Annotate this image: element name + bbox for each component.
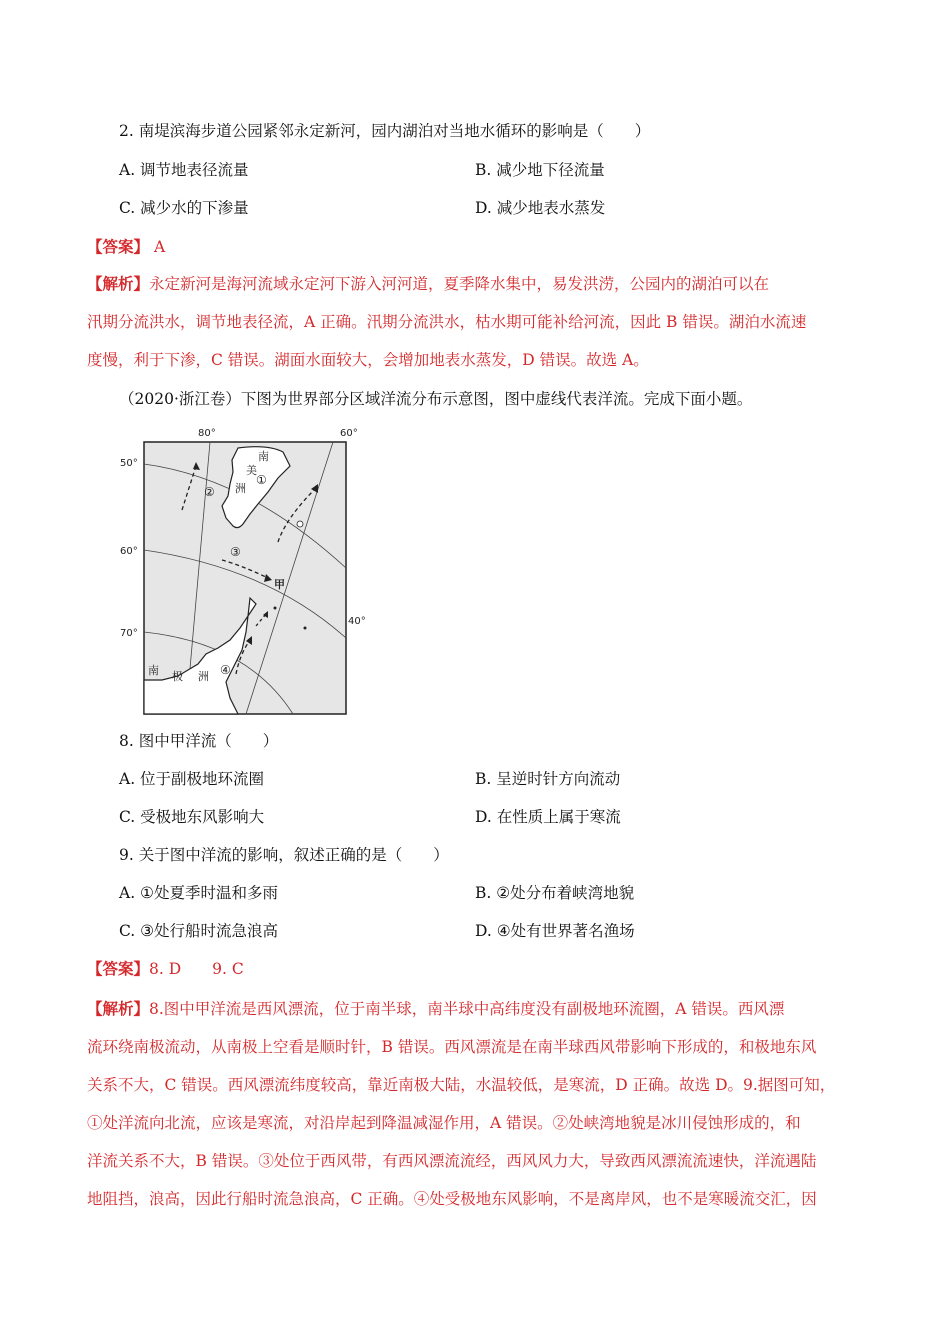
q8-stem: 8. 图中甲洋流（ ） (119, 732, 279, 750)
q2-option-c: C. 减少水的下渗量 (119, 199, 249, 217)
island (274, 607, 277, 610)
q8-9-answer-value: 8. D 9. C (149, 960, 244, 978)
island (304, 627, 307, 630)
marker-1: ① (256, 473, 267, 487)
q2-analysis (87, 265, 862, 379)
q2-option-d: D. 减少地表水蒸发 (475, 199, 606, 217)
q2-answer-value: A (149, 238, 166, 256)
lat-label-70: 70° (120, 628, 138, 639)
q9-option-d: D. ④处有世界著名渔场 (475, 922, 635, 940)
q8-option-b: B. 呈逆时针方向流动 (475, 770, 621, 788)
island (297, 521, 303, 527)
q8-9-analysis-line-6: 地阻挡，浪高，因此行船时流急浪高，C 正确。④处受极地东风影响，不是离岸风，也不是寒暖流交汇，因 (87, 1190, 817, 1208)
map-figure (118, 418, 366, 718)
q2-option-a: A. 调节地表径流量 (119, 161, 249, 179)
q8-option-c: C. 受极地东风影响大 (119, 808, 265, 826)
q2-analysis-line-1: 【解析】永定新河是海河流域永定河下游入河河道，夏季降水集中，易发洪涝，公园内的湖泊可以在 (87, 274, 770, 293)
group-intro: （2020·浙江卷）下图为世界部分区域洋流分布示意图，图中虚线代表洋流。完成下面小题。 (119, 390, 753, 408)
q8-9-analysis-line-5: 洋流关系不大，B 错误。③处位于西风带，有西风漂流流经，西风风力大，导致西风漂流流速快，洋流遇陆 (87, 1152, 817, 1170)
q2-analysis-tag: 【解析】 (87, 274, 150, 293)
q2-answer (87, 236, 165, 258)
south-america-label-2: 美 (246, 464, 257, 477)
q8-9-analysis-line-1: 【解析】8.图中甲洋流是西风漂流，位于南半球，南半球中高纬度没有副极地环流圈，A 错误。西风漂 (87, 999, 785, 1018)
lon-label-80: 80° (198, 428, 216, 439)
q9-option-b: B. ②处分布着峡湾地貌 (475, 884, 635, 902)
marker-3: ③ (230, 545, 241, 559)
q8-9-analysis-line-4: ①处洋流向北流，应该是寒流，对沿岸起到降温减湿作用，A 错误。②处峡湾地貌是冰川侵蚀形成的，和 (87, 1114, 801, 1132)
q8-9-analysis (87, 990, 862, 1218)
lon-label-40: 40° (348, 616, 366, 627)
antarctica-label-2: 极 (172, 670, 183, 683)
q2-stem: 2. 南堤滨海步道公园紧邻永定新河，园内湖泊对当地水循环的影响是（ ） (119, 122, 651, 140)
q2-option-b: B. 减少地下径流量 (475, 161, 605, 179)
south-america-label-3: 洲 (235, 482, 246, 495)
ocean-current-map (118, 418, 366, 718)
q2-answer-tag: 【答案】 (87, 237, 150, 256)
q8-9-analysis-line-3: 关系不大，C 错误。西风漂流纬度较高，靠近南极大陆，水温较低，是寒流，D 正确。故选 D。9.据图可知， (87, 1076, 836, 1094)
marker-2: ② (204, 485, 215, 499)
south-america-label-1: 南 (258, 450, 269, 463)
q2-analysis-line-3: 度慢，利于下渗，C 错误。湖面水面较大，会增加地表水蒸发，D 错误。故选 A。 (87, 351, 649, 369)
q8-option-d: D. 在性质上属于寒流 (475, 808, 621, 826)
q8-9-answer-tag: 【答案】 (87, 959, 150, 978)
lat-label-50: 50° (120, 458, 138, 469)
q8-9-analysis-tag: 【解析】 (87, 999, 150, 1018)
q9-option-a: A. ①处夏季时温和多雨 (119, 884, 278, 902)
lat-label-60: 60° (120, 546, 138, 557)
q8-9-answer (87, 958, 244, 980)
marker-4: ④ (220, 663, 231, 677)
q8-option-a: A. 位于副极地环流圈 (119, 770, 265, 788)
antarctica-label-1: 南 (148, 664, 159, 677)
q8-9-analysis-line-2: 流环绕南极流动，从南极上空看是顺时针，B 错误。西风漂流是在南半球西风带影响下形成的，和极地东风 (87, 1038, 817, 1056)
current-label-jia: 甲 (274, 578, 285, 591)
q9-option-c: C. ③处行船时流急浪高 (119, 922, 279, 940)
lon-label-60: 60° (340, 428, 358, 439)
q2-analysis-line-2: 汛期分流洪水，调节地表径流，A 正确。汛期分流洪水，枯水期可能补给河流，因此 B 错误。湖泊水流速 (87, 313, 807, 331)
q9-stem: 9. 关于图中洋流的影响，叙述正确的是（ ） (119, 846, 449, 864)
antarctica-label-3: 洲 (198, 670, 209, 683)
